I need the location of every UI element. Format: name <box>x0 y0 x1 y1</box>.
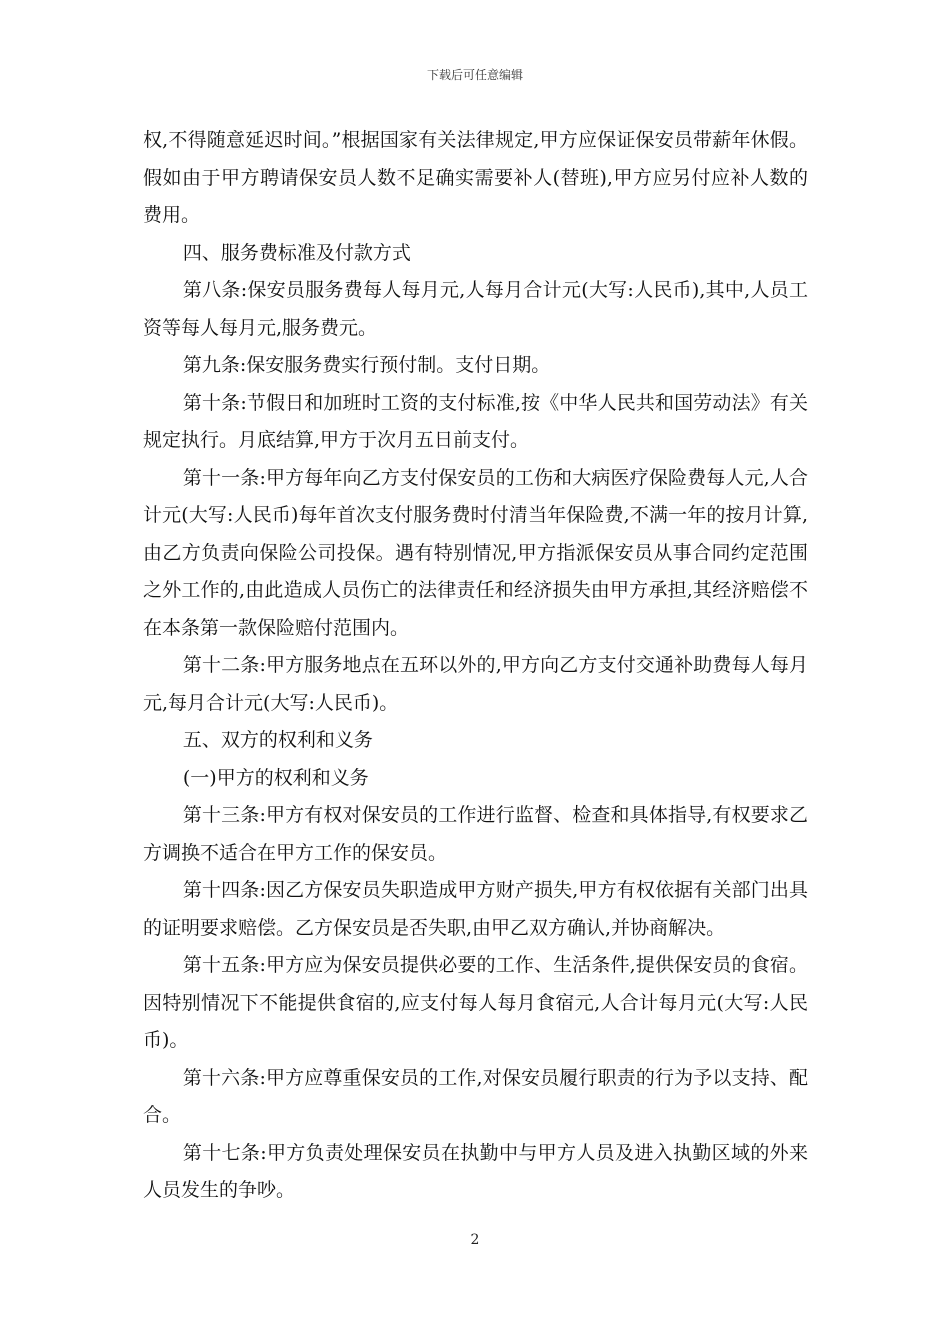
article-15: 第十五条:甲方应为保安员提供必要的工作、生活条件,提供保安员的食宿。因特别情况下不能提供食宿的,应支付每人每月食宿元,人合计每月元(大写:人民币)。 <box>143 954 808 1051</box>
page-header: 下载后可任意编辑 <box>426 68 523 82</box>
article-11: 第十一条:甲方每年向乙方支付保安员的工伤和大病医疗保险费每人元,人合计元(大写:人民币)每年首次支付服务费时付清当年保险费,不满一年的按月计算,由乙方负责向保险公司投保。遇有特别情况,甲方指派保安员从事合同约定范围之外工作的,由此造成人员伤亡的法律责任和经济损失由甲方承担,其经济赔偿不在本条第一款保险赔付范围内。 <box>143 466 808 639</box>
document-body <box>143 122 808 1210</box>
section-heading-fees: 四、服务费标准及付款方式 <box>182 241 411 264</box>
article-8: 第八条:保安员服务费每人每月元,人每月合计元(大写:人民币),其中,人员工资等每人每月元,服务费元。 <box>143 279 808 339</box>
paragraph-continuation: 权,不得随意延迟时间。”根据国家有关法律规定,甲方应保证保安员带薪年休假。假如由于甲方聘请保安员人数不足确实需要补人(替班),甲方应另付应补人数的费用。 <box>143 129 808 226</box>
article-17: 第十七条:甲方负责处理保安员在执勤中与甲方人员及进入执勤区域的外来人员发生的争吵。 <box>143 1141 808 1201</box>
article-16: 第十六条:甲方应尊重保安员的工作,对保安员履行职责的行为予以支持、配合。 <box>143 1066 808 1126</box>
page-number: 2 <box>470 1232 480 1248</box>
subsection-heading-party-a: (一)甲方的权利和义务 <box>182 766 369 789</box>
article-10: 第十条:节假日和加班时工资的支付标准,按《中华人民共和国劳动法》有关规定执行。月底结算,甲方于次月五日前支付。 <box>143 391 808 451</box>
article-12: 第十二条:甲方服务地点在五环以外的,甲方向乙方支付交通补助费每人每月元,每月合计元(大写:人民币)。 <box>143 654 808 714</box>
section-heading-rights: 五、双方的权利和义务 <box>182 729 373 751</box>
article-9: 第九条:保安服务费实行预付制。支付日期。 <box>182 354 551 376</box>
article-14: 第十四条:因乙方保安员失职造成甲方财产损失,甲方有权依据有关部门出具的证明要求赔偿。乙方保安员是否失职,由甲乙双方确认,并协商解决。 <box>143 879 808 939</box>
article-13: 第十三条:甲方有权对保安员的工作进行监督、检查和具体指导,有权要求乙方调换不适合在甲方工作的保安员。 <box>143 804 808 864</box>
